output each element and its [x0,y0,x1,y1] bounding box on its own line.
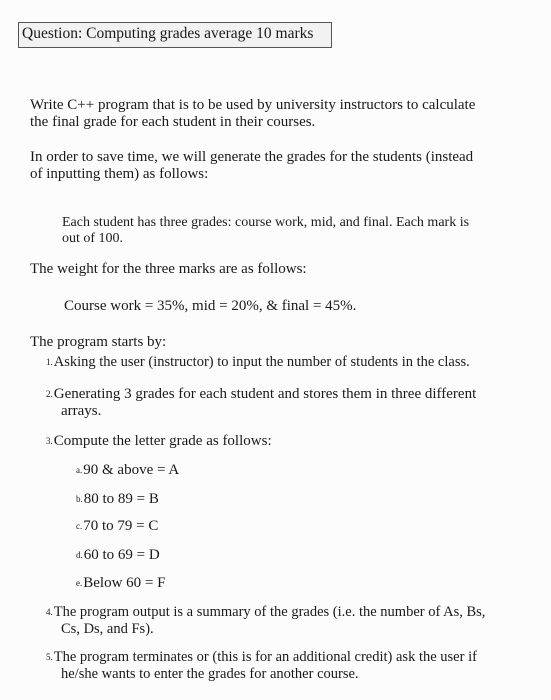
letter-grade-marker: a. [76,465,83,475]
step-number: 4. [46,607,53,617]
save-time-line-2: of inputting them) as follows: [30,166,209,182]
program-starts: The program starts by: [30,334,167,350]
letter-grade-marker: d. [76,550,83,560]
intro-line-1: Write C++ program that is to be used by university instructors to calculate [30,97,476,113]
step-text-continued: Cs, Ds, and Fs). [61,621,154,637]
letter-grade-text: 80 to 89 = B [83,491,159,507]
letter-grade-marker: e. [76,578,83,588]
letter-grade-item [76,546,160,565]
list-item [46,353,470,372]
step-text: Compute the letter grade as follows: [53,433,272,449]
step-number: 2. [46,389,53,399]
save-time-line-1: In order to save time, we will generate the grades for the students (instead [30,149,474,165]
letter-grade-item [76,490,159,509]
step-text-continued: arrays. [61,403,102,419]
weight-heading: The weight for the three marks are as follows: [30,261,307,277]
question-title: Question: Computing grades average 10 marks [18,22,332,48]
letter-grade-item [76,574,165,593]
step-number: 1. [46,357,53,367]
step-number: 3. [46,436,53,446]
grades-info-line-2: out of 100. [62,231,124,246]
letter-grade-marker: b. [76,494,83,504]
intro-line-2: the final grade for each student in their courses. [30,114,316,130]
letter-grade-text: 70 to 79 = C [83,518,159,534]
step-text: Asking the user (instructor) to input the number of students in the class. [53,354,470,370]
grades-info-line-1: Each student has three grades: course work, mid, and final. Each mark is [62,215,470,230]
step-text: The program output is a summary of the grades (i.e. the number of As, Bs, [53,604,486,620]
step-text: Generating 3 grades for each student and stores them in three different [53,386,477,402]
step-number: 5. [46,652,53,662]
letter-grade-text: 90 & above = A [83,462,180,478]
step-text-continued: he/she wants to enter the grades for another course. [61,666,359,682]
list-item [46,432,272,451]
letter-grade-item [76,461,179,480]
letter-grade-text: Below 60 = F [83,575,166,591]
weights-line: Course work = 35%, mid = 20%, & final = 45%. [64,298,357,314]
step-text: The program terminates or (this is for an additional credit) ask the user if [53,649,477,665]
letter-grade-item [76,517,158,536]
list-item [46,385,476,404]
letter-grade-text: 60 to 69 = D [83,547,160,563]
letter-grade-marker: c. [76,521,83,531]
